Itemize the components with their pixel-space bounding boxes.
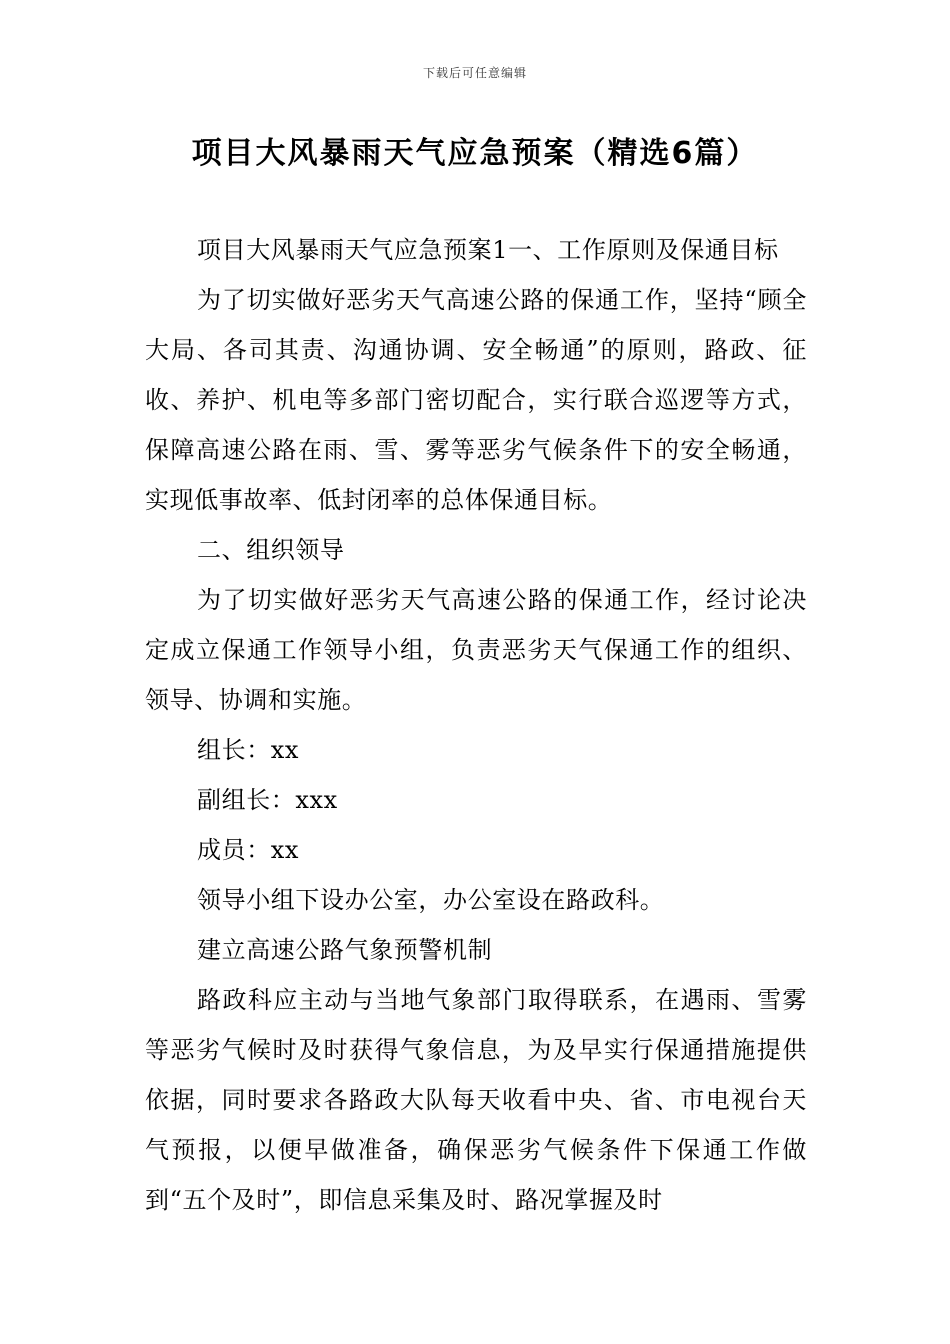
paragraph-members: 成员：xx [197, 836, 300, 864]
paragraph-weather-warning: 路政科应主动与当地气象部门取得联系，在遇雨、雪雾等恶劣气候时及时获得气象信息，为及早实行保通措施提供依据，同时要求各路政大队每天收看中央、省、市电视台天气预报，以便早做准备，确保恶劣气候条件下保通工作做到“五个及时”，即信息采集及时、路况掌握及时 [145, 986, 807, 1214]
paragraph-deputy-leader: 副组长：xxx [197, 786, 338, 814]
paragraph-principles: 为了切实做好恶劣天气高速公路的保通工作，坚持“顾全大局、各司其责、沟通协调、安全畅通”的原则，路政、征收、养护、机电等多部门密切配合，实行联合巡逻等方式，保障高速公路在雨、雪、雾等恶劣气候条件下的安全畅通，实现低事故率、低封闭率的总体保通目标。 [145, 286, 807, 514]
paragraph-section-heading-1: 项目大风暴雨天气应急预案1一、工作原则及保通目标 [197, 236, 779, 264]
paragraph-office: 领导小组下设办公室，办公室设在路政科。 [197, 886, 665, 914]
document-title: 项目大风暴雨天气应急预案（精选6篇） [191, 136, 759, 171]
document-body [145, 225, 807, 1225]
header-note: 下载后可任意编辑 [422, 66, 527, 80]
paragraph-section-heading-2: 二、组织领导 [197, 536, 345, 564]
paragraph-leadership-group: 为了切实做好恶劣天气高速公路的保通工作，经讨论决定成立保通工作领导小组，负责恶劣天气保通工作的组织、领导、协调和实施。 [145, 586, 807, 714]
paragraph-group-leader: 组长：xx [197, 736, 300, 764]
paragraph-section-heading-3: 建立高速公路气象预警机制 [197, 936, 493, 964]
